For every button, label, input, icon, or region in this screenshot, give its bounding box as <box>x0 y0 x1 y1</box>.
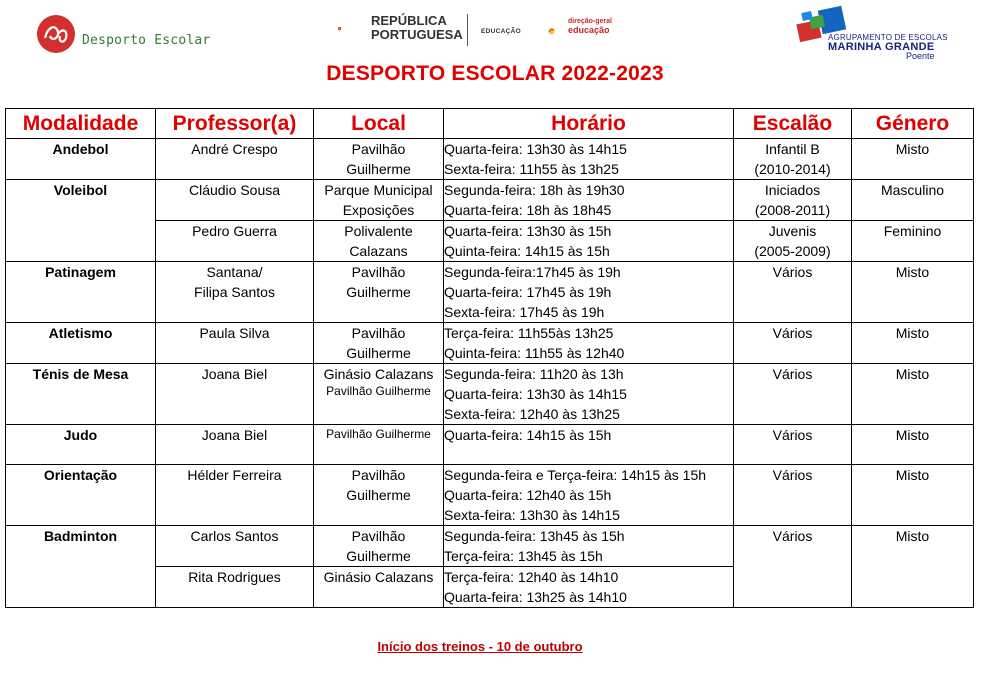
escalao-line: Vários <box>772 325 813 341</box>
table-row <box>6 323 974 364</box>
local-line: Guilherme <box>346 284 411 300</box>
cell-horario <box>444 526 734 567</box>
horario-line: Segunda-feira: 18h às 19h30 <box>444 182 625 198</box>
horario-line: Segunda-feira e Terça-feira: 14h15 às 15h <box>444 467 707 483</box>
horario-line: Quarta-feira: 14h15 às 15h <box>444 427 612 443</box>
agrupamento-line2: MARINHA GRANDE <box>828 41 935 53</box>
escalao-line: (2010-2014) <box>754 161 831 177</box>
cell-professor <box>156 262 314 323</box>
cell-local <box>314 221 444 262</box>
cell-horario <box>444 180 734 221</box>
escalao-line: (2005-2009) <box>754 243 831 259</box>
cell-modalidade: Badminton <box>6 526 156 608</box>
cell-modalidade: Judo <box>6 425 156 465</box>
cell-genero: Feminino <box>852 221 974 262</box>
local-line: Pavilhão Guilherme <box>326 427 431 441</box>
local-line: Pavilhão Guilherme <box>326 384 431 398</box>
cell-modalidade: Voleibol <box>6 180 156 262</box>
republica-portuguesa-logo-icon <box>338 12 368 46</box>
local-line: Exposições <box>342 202 415 218</box>
local-line: Guilherme <box>346 161 411 177</box>
local-line: Pavilhão <box>351 467 406 483</box>
cell-local <box>314 180 444 221</box>
cell-genero: Masculino <box>852 180 974 221</box>
cell-professor: Pedro Guerra <box>156 221 314 262</box>
logo-separator <box>467 14 468 46</box>
cell-genero: Misto <box>852 526 974 608</box>
cell-professor: Joana Biel <box>156 425 314 465</box>
cell-modalidade: Orientação <box>6 465 156 526</box>
horario-line: Quinta-feira: 14h15 às 15h <box>444 243 610 259</box>
escalao-line: Vários <box>772 366 813 382</box>
local-line: Ginásio Calazans <box>323 366 434 382</box>
cell-local <box>314 465 444 526</box>
cell-horario <box>444 567 734 608</box>
escalao-line: Iniciados <box>764 182 821 198</box>
cell-genero: Misto <box>852 139 974 180</box>
horario-line: Terça-feira: 11h55às 13h25 <box>444 325 614 341</box>
educacao-label: EDUCAÇÃO <box>481 28 521 35</box>
cell-genero: Misto <box>852 465 974 526</box>
horario-line: Sexta-feira: 11h55 às 13h25 <box>444 161 619 177</box>
agrupamento-line1: AGRUPAMENTO DE ESCOLAS <box>828 33 948 42</box>
cell-horario <box>444 221 734 262</box>
local-line: Guilherme <box>346 487 411 503</box>
horario-line: Sexta-feira: 17h45 às 19h <box>444 304 605 320</box>
professor-line: Filipa Santos <box>194 284 275 300</box>
escalao-line: Juvenis <box>768 223 817 239</box>
professor-line: Santana/ <box>206 264 263 280</box>
cell-escalao <box>734 139 852 180</box>
republica-portuguesa-text <box>371 14 463 42</box>
horario-line: Quinta-feira: 11h55 às 12h40 <box>444 345 625 361</box>
header-local: Local <box>314 109 444 139</box>
horario-line: Segunda-feira: 13h45 às 15h <box>444 528 625 544</box>
local-line: Calazans <box>349 243 408 259</box>
horario-line: Quarta-feira: 17h45 às 19h <box>444 284 612 300</box>
cell-horario <box>444 262 734 323</box>
escalao-line: Infantil B <box>765 141 820 157</box>
escalao-line: Vários <box>772 427 813 443</box>
cell-horario <box>444 425 734 465</box>
table-row <box>6 262 974 323</box>
local-line: Guilherme <box>346 548 411 564</box>
cell-modalidade: Ténis de Mesa <box>6 364 156 425</box>
local-line: Parque Municipal <box>324 182 433 198</box>
cell-genero: Misto <box>852 262 974 323</box>
horario-line: Sexta-feira: 13h30 às 14h15 <box>444 507 620 523</box>
agrupamento-line3: Poente <box>906 51 935 61</box>
table-row <box>6 425 974 465</box>
table-row <box>6 180 974 221</box>
horario-line: Terça-feira: 12h40 às 14h10 <box>444 569 619 585</box>
horario-line: Quarta-feira: 13h25 às 14h10 <box>444 589 627 605</box>
cell-escalao <box>734 221 852 262</box>
cell-genero: Misto <box>852 364 974 425</box>
horario-line: Quarta-feira: 13h30 às 14h15 <box>444 386 627 402</box>
cell-professor: Joana Biel <box>156 364 314 425</box>
dge-logo-icon <box>548 16 570 46</box>
cell-escalao <box>734 465 852 526</box>
cell-local <box>314 323 444 364</box>
cell-local <box>314 262 444 323</box>
cell-modalidade: Atletismo <box>6 323 156 364</box>
local-line: Pavilhão <box>351 264 406 280</box>
escalao-line: (2008-2011) <box>754 202 831 218</box>
header-modalidade: Modalidade <box>6 109 156 139</box>
republica-line1: REPÚBLICA <box>371 13 447 28</box>
cell-professor: Cláudio Sousa <box>156 180 314 221</box>
cell-genero: Misto <box>852 323 974 364</box>
cell-escalao <box>734 526 852 608</box>
schedule-table <box>5 108 974 608</box>
horario-line: Segunda-feira: 11h20 às 13h <box>444 366 624 382</box>
cell-local <box>314 526 444 567</box>
cell-escalao <box>734 364 852 425</box>
horario-line: Quarta-feira: 12h40 às 15h <box>444 487 612 503</box>
cell-local <box>314 567 444 608</box>
horario-line: Quarta-feira: 13h30 às 15h <box>444 223 612 239</box>
table-row <box>6 465 974 526</box>
header-genero: Género <box>852 109 974 139</box>
horario-line: Segunda-feira:17h45 às 19h <box>444 264 621 280</box>
cell-modalidade: Patinagem <box>6 262 156 323</box>
local-line: Ginásio Calazans <box>323 569 434 585</box>
cell-escalao <box>734 425 852 465</box>
cell-escalao <box>734 262 852 323</box>
escalao-line: Vários <box>772 467 813 483</box>
cell-professor: Rita Rodrigues <box>156 567 314 608</box>
header-escalao: Escalão <box>734 109 852 139</box>
cell-horario <box>444 139 734 180</box>
local-line: Pavilhão <box>351 528 406 544</box>
dge-line1: direção-geral <box>568 18 612 25</box>
cell-escalao <box>734 180 852 221</box>
local-line: Pavilhão <box>351 141 406 157</box>
cell-local <box>314 364 444 425</box>
header-horario: Horário <box>444 109 734 139</box>
footer-note: Início dos treinos - 10 de outubro <box>377 639 583 654</box>
horario-line: Sexta-feira: 12h40 às 13h25 <box>444 406 620 422</box>
dge-logo-text <box>568 18 612 34</box>
page-title: DESPORTO ESCOLAR 2022-2023 <box>326 62 664 85</box>
local-line: Polivalente <box>344 223 413 239</box>
escalao-line: Vários <box>772 528 813 544</box>
local-line: Guilherme <box>346 345 411 361</box>
cell-local <box>314 425 444 465</box>
cell-professor: André Crespo <box>156 139 314 180</box>
cell-horario <box>444 465 734 526</box>
table-row <box>6 139 974 180</box>
local-line: Pavilhão <box>351 325 406 341</box>
horario-line: Quarta-feira: 18h às 18h45 <box>444 202 612 218</box>
table-row <box>6 364 974 425</box>
cell-professor: Paula Silva <box>156 323 314 364</box>
horario-line: Quarta-feira: 13h30 às 14h15 <box>444 141 627 157</box>
desporto-escolar-logo-text: Desporto Escolar <box>82 33 211 48</box>
table-row <box>6 526 974 567</box>
escalao-line: Vários <box>772 264 813 280</box>
cell-local <box>314 139 444 180</box>
cell-horario <box>444 323 734 364</box>
header-professor: Professor(a) <box>156 109 314 139</box>
dge-line2: educação <box>568 25 610 35</box>
table-header-row <box>6 109 974 139</box>
desporto-escolar-logo-icon <box>36 14 76 54</box>
cell-horario <box>444 364 734 425</box>
republica-line2: PORTUGUESA <box>371 27 463 42</box>
cell-modalidade: Andebol <box>6 139 156 180</box>
cell-professor: Hélder Ferreira <box>156 465 314 526</box>
cell-escalao <box>734 323 852 364</box>
cell-professor: Carlos Santos <box>156 526 314 567</box>
horario-line: Terça-feira: 13h45 às 15h <box>444 548 603 564</box>
cell-genero: Misto <box>852 425 974 465</box>
